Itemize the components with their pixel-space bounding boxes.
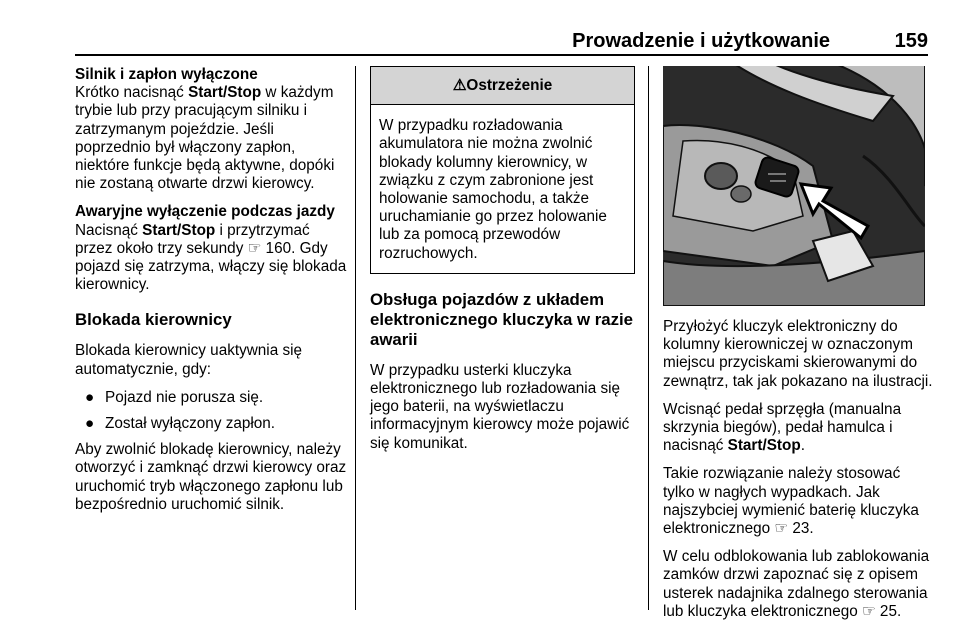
page-reference: 25: [875, 602, 897, 620]
list-item: ● Pojazd nie porusza się.: [85, 388, 264, 406]
start-stop-label: Start/Stop: [727, 437, 801, 455]
column-right: [663, 66, 935, 631]
subheading-engine-off: Silnik i zapłon wyłączone: [75, 66, 258, 83]
page-reference-icon: ☞: [247, 239, 262, 257]
page-reference: 23: [788, 520, 810, 538]
section-heading-steering-lock: Blokada kierownicy: [75, 310, 232, 330]
steering-column-illustration: [663, 66, 925, 306]
paragraph-unlock: Aby zwolnić blokadę kierownicy, należy otworzyć i zamknąć drzwi kierowcy oraz uruchomić tryb włączonego zapłonu lub bezpośrednio uruchomić silnik.: [75, 441, 347, 513]
paragraph-door-locks: W celu odblokowania lub zablokowania zamków drzwi zapoznać się z opisem usterek nadajnika zdalnego sterowania lub kluczyka elektronicznego ☞ 25.: [663, 548, 930, 620]
paragraph-place-key: Przyłożyć kluczyk elektroniczny do kolumny kierowniczej w oznaczonym miejscu przyciskami skierowanymi do zewnątrz, tak jak pokazano na ilustracji.: [663, 318, 933, 390]
steering-column-drawing: [663, 66, 925, 306]
column-divider: [355, 66, 356, 610]
bullet-icon: ●: [85, 388, 95, 406]
list-item: ● Został wyłączony zapłon.: [85, 415, 276, 433]
bullet-list: [75, 389, 347, 433]
warning-title: Ostrzeżenie: [466, 77, 553, 94]
paragraph-emergency-only: Takie rozwiązanie należy stosować tylko w nagłych wypadkach. Jak najszybciej wymienić baterię kluczyka elektronicznego ☞ 23.: [663, 465, 919, 538]
page-reference-icon: ☞: [774, 520, 789, 538]
page-reference-icon: ☞: [861, 602, 876, 620]
page-reference: 160: [261, 239, 292, 257]
column-left: [75, 66, 347, 524]
column-middle: [370, 66, 635, 463]
paragraph-engine-off: Krótko nacisnąć Start/Stop w każdym trybie lub przy pracującym silniku i zatrzymanym pojeździe. Jeśli poprzednio był włączony zapłon, niektóre funkcje będą aktywne, dopóki nie zostaną otwarte drzwi kierowcy.: [75, 84, 335, 193]
page-header: [75, 30, 928, 56]
paragraph-key-fault: W przypadku usterki kluczyka elektronicznego lub rozładowania się jego baterii, na wyświetlaczu informacyjnym kierowcy może pojawić się komunikat.: [370, 361, 630, 452]
header-title: Prowadzenie i użytkowanie: [572, 30, 830, 52]
warning-box: [370, 66, 635, 274]
start-stop-label: Start/Stop: [188, 84, 262, 102]
paragraph-press-pedal: Wcisnąć pedał sprzęgła (manualna skrzynia biegów), pedał hamulca i nacisnąć Start/Stop.: [663, 400, 902, 455]
bullet-icon: ●: [85, 415, 95, 433]
paragraph-emergency-off: Nacisnąć Start/Stop i przytrzymać przez około trzy sekundy ☞ 160. Gdy pojazd się zatrzyma, włączy się blokada kierownicy.: [75, 221, 347, 294]
page-number: 159: [894, 30, 928, 52]
warning-header: [371, 67, 634, 105]
start-stop-label: Start/Stop: [142, 221, 216, 239]
warning-icon: ⚠: [452, 77, 467, 94]
subheading-emergency-off: Awaryjne wyłączenie podczas jazdy: [75, 203, 335, 221]
warning-body: W przypadku rozładowania akumulatora nie można zwolnić blokady kolumny kierownicy, w związku z czym zabronione jest holowanie samochodu, a także uruchamianie go przez holowanie lub za pomocą przewodów rozruchowych.: [379, 117, 607, 262]
column-divider: [648, 66, 649, 610]
section-heading-emergency: Obsługa pojazdów z układem elektronicznego kluczyka w razie awarii: [370, 289, 634, 349]
paragraph-steering-lock: Blokada kierownicy uaktywnia się automatycznie, gdy:: [75, 342, 303, 378]
